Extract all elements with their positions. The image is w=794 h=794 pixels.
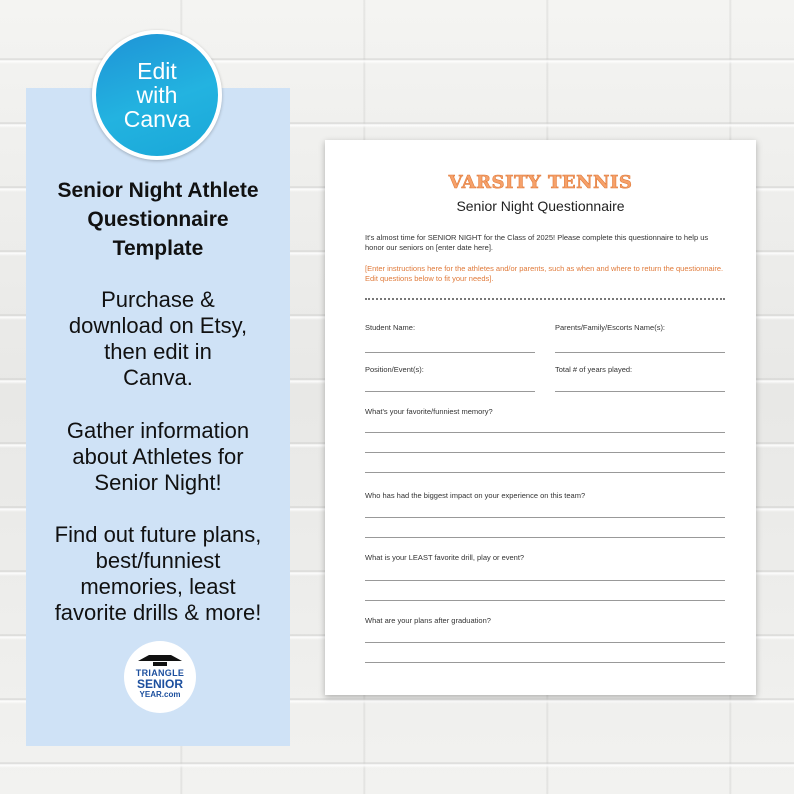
dotted-divider	[365, 298, 725, 300]
paragraph-line: Find out future plans,	[54, 522, 262, 547]
findout-paragraph	[26, 522, 290, 626]
document-title: VARSITY TENNIS	[448, 172, 633, 193]
paragraph-line: best/funniest	[95, 548, 221, 573]
years-line	[555, 391, 725, 392]
purchase-paragraph	[26, 287, 290, 391]
edit-with-canva-badge	[92, 30, 222, 160]
paragraph-line: about Athletes for	[72, 444, 244, 469]
student-name-label: Student Name:	[365, 323, 416, 332]
answer-line	[365, 662, 725, 663]
paragraph-line: Senior Night!	[94, 470, 222, 495]
gather-paragraph	[26, 418, 290, 496]
question-impact: Who has had the biggest impact on your experience on this team?	[365, 491, 586, 500]
answer-line	[365, 452, 725, 453]
panel-title-line: Template	[112, 237, 204, 260]
logo-text: TRIANGLE	[135, 667, 185, 678]
answer-line	[365, 537, 725, 538]
logo-text: YEAR.com	[139, 689, 181, 699]
answer-line	[365, 517, 725, 518]
logo-text: SENIOR	[136, 676, 183, 691]
answer-line	[365, 472, 725, 473]
paragraph-line: memories, least	[80, 574, 236, 599]
answer-line	[365, 642, 725, 643]
position-label: Position/Event(s):	[365, 365, 424, 374]
badge-line: Edit	[137, 58, 177, 84]
triangle-senior-year-logo	[124, 641, 196, 713]
student-name-line	[365, 352, 535, 353]
instructions-text: [Enter instructions here for the athletes and/or parents, such as when and where to return the questionnaire. Edit questions below to fit your needs].	[365, 264, 724, 283]
years-label: Total # of years played:	[555, 365, 633, 374]
question-plans: What are your plans after graduation?	[365, 616, 491, 625]
position-line	[365, 391, 535, 392]
answer-line	[365, 580, 725, 581]
parents-label: Parents/Family/Escorts Name(s):	[555, 323, 666, 332]
badge-line: Canva	[123, 106, 191, 132]
graduation-cap-icon	[138, 655, 182, 661]
paragraph-line: download on Etsy,	[68, 313, 248, 338]
answer-line	[365, 600, 725, 601]
panel-title	[26, 176, 290, 263]
panel-title-line: Questionnaire	[87, 208, 229, 231]
panel-title-line: Senior Night Athlete	[57, 179, 259, 202]
question-least-favorite: What is your LEAST favorite drill, play or event?	[365, 553, 525, 562]
paragraph-line: Gather information	[66, 418, 250, 443]
question-memory: What's your favorite/funniest memory?	[365, 407, 493, 416]
badge-line: with	[136, 82, 178, 108]
parents-line	[555, 352, 725, 353]
paragraph-line: favorite drills & more!	[54, 600, 262, 625]
document-subtitle: Senior Night Questionnaire	[456, 198, 625, 214]
answer-line	[365, 432, 725, 433]
questionnaire-document	[325, 140, 756, 695]
paragraph-line: Canva.	[123, 365, 193, 390]
paragraph-line: then edit in	[104, 339, 212, 364]
intro-text: It's almost time for SENIOR NIGHT for the Class of 2025! Please complete this questionnaire to help us honor our seniors on [enter date here].	[365, 233, 709, 252]
paragraph-line: Purchase &	[101, 287, 215, 312]
